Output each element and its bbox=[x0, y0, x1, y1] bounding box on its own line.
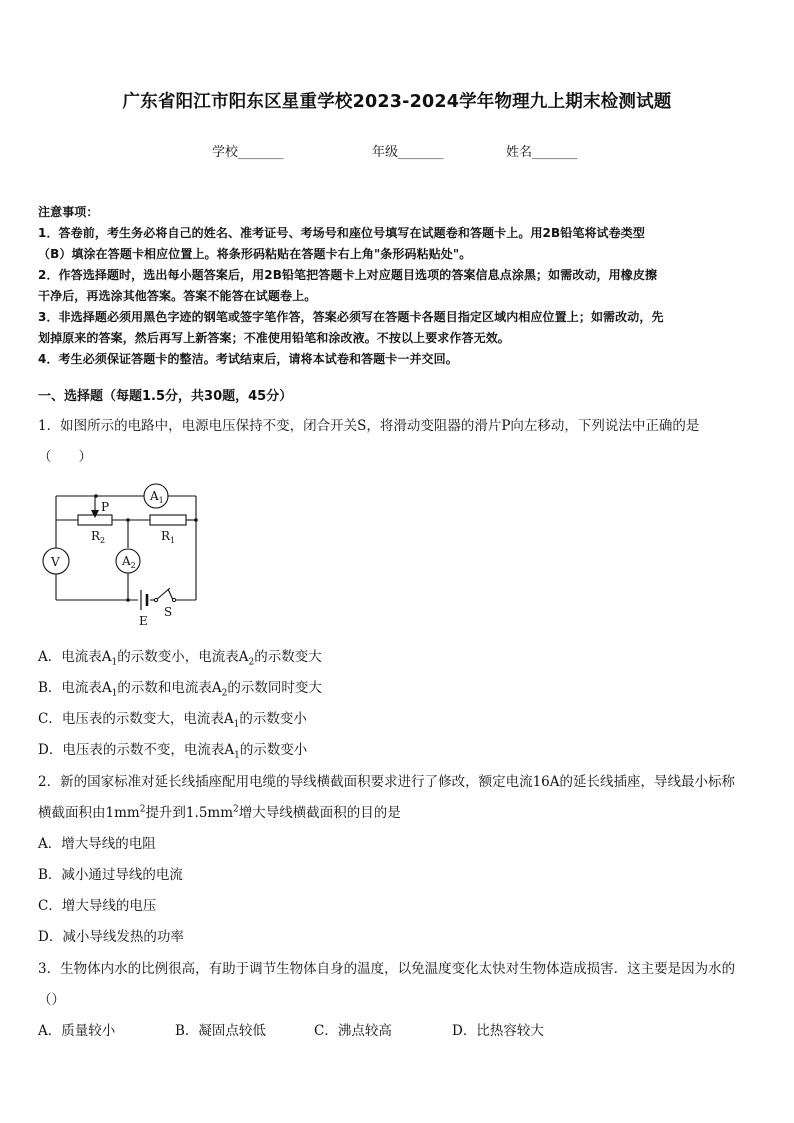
name-field: 姓名_______ bbox=[506, 145, 578, 160]
q3-stem-line1: 3．生物体内水的比例很高，有助于调节生物体自身的温度，以免温度变化太快对生物体造成损害．这主要是因为水的 bbox=[38, 961, 736, 977]
resistor-r1-label: $R_1$ bbox=[161, 529, 176, 545]
ammeter-a1-label: $A_1$ bbox=[150, 489, 164, 505]
exam-notes bbox=[38, 202, 760, 370]
q1-option-c: C．电压表的示数变大，电流表$A_1$的示数变小 bbox=[38, 711, 307, 730]
notes-line: 划掉原来的答案，然后再写上新答案；不准使用铅笔和涂改液。不按以上要求作答无效。 bbox=[38, 331, 510, 345]
battery-e-label: E bbox=[139, 614, 148, 628]
notes-line: 1．答卷前，考生务必将自己的姓名、准考证号、考场号和座位号填写在试题卷和答题卡上。用2B铅笔将试卷类型 bbox=[38, 226, 645, 240]
notes-line: 4．考生必须保证答题卡的整洁。考试结束后，请将本试卷和答题卡一并交回。 bbox=[38, 352, 458, 366]
slider-p-label: P bbox=[101, 500, 110, 514]
notes-line: 干净后，再选涂其他答案。答案不能答在试题卷上。 bbox=[38, 289, 317, 303]
grade-field: 年级_______ bbox=[372, 145, 444, 160]
q3-option-c: C．沸点较高 bbox=[314, 1023, 392, 1039]
switch-s-label: S bbox=[164, 605, 173, 619]
q3-option-a: A．质量较小 bbox=[38, 1023, 116, 1039]
q2-option-c: C．增大导线的电压 bbox=[38, 898, 157, 914]
section-heading: 一、选择题（每题1.5分，共30题，45分） bbox=[38, 389, 293, 404]
q2-option-a: A．增大导线的电阻 bbox=[38, 836, 156, 852]
q3-paren: （） bbox=[38, 992, 65, 1008]
voltmeter-label: V bbox=[51, 555, 60, 569]
q2-stem-line1: 2．新的国家标准对延长线插座配用电缆的导线横截面积要求进行了修改，额定电流16A的延长线插座，导线最小标称 bbox=[38, 774, 736, 790]
notes-line: （B）填涂在答题卡相应位置上。将条形码粘贴在答题卡右上角"条形码粘贴处"。 bbox=[38, 247, 472, 261]
resistor-r2-label: $R_2$ bbox=[91, 529, 106, 545]
notes-line: 3．非选择题必须用黑色字迹的钢笔或签字笔作答，答案必须写在答题卡各题目指定区域内相应位置上；如需改动，先 bbox=[38, 310, 664, 324]
circuit-diagram bbox=[38, 478, 218, 628]
q2-stem-line2: 横截面积由$1mm^2$提升到$1.5mm^2$增大导线横截面积的目的是 bbox=[38, 804, 401, 821]
page-title: 广东省阳江市阳东区星重学校2023-2024学年物理九上期末检测试题 bbox=[122, 92, 672, 112]
q2-option-d: D．减小导线发热的功率 bbox=[38, 929, 184, 945]
q3-option-b: B．凝固点较低 bbox=[175, 1023, 266, 1039]
q1-option-a: A．电流表$A_1$的示数变小，电流表$A_2$的示数变大 bbox=[38, 649, 322, 668]
q1-option-b: B．电流表$A_1$的示数和电流表$A_2$的示数同时变大 bbox=[38, 680, 322, 699]
school-field: 学校_______ bbox=[212, 145, 284, 160]
notes-line: 2．作答选择题时，选出每小题答案后，用2B铅笔把答题卡上对应题目选项的答案信息点涂黑；如需改动，用橡皮擦 bbox=[38, 268, 658, 282]
q2-option-b: B．减小通过导线的电流 bbox=[38, 867, 183, 883]
ammeter-a2-label: $A_2$ bbox=[122, 554, 136, 570]
q1-stem: 1．如图所示的电路中，电源电压保持不变，闭合开关S，将滑动变阻器的滑片P向左移动，下列说法中正确的是 bbox=[38, 418, 700, 434]
q1-paren: （ ） bbox=[38, 449, 92, 465]
q1-option-d: D．电压表的示数不变，电流表$A_1$的示数变小 bbox=[38, 742, 308, 761]
q3-option-d: D．比热容较大 bbox=[452, 1023, 544, 1039]
notes-heading: 注意事项： bbox=[38, 205, 99, 219]
